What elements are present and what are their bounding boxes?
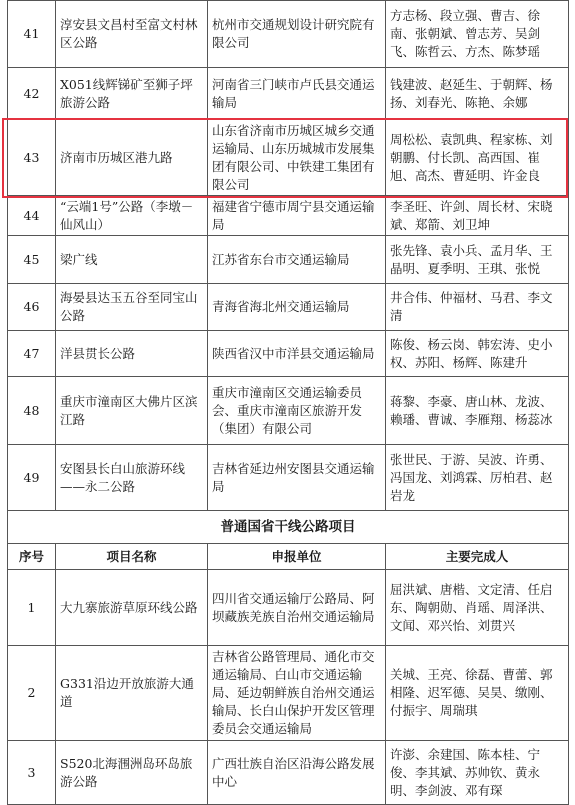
table-row — [8, 570, 569, 646]
row-number: 44 — [8, 196, 56, 236]
declaring-unit: 广西壮族自治区沿海公路发展中心 — [208, 741, 386, 805]
project-name: 安图县长白山旅游环线——永二公路 — [56, 445, 208, 511]
table-row — [8, 236, 569, 284]
main-contributors: 井合伟、仲福材、马君、李文清 — [386, 284, 569, 331]
row-number: 47 — [8, 331, 56, 377]
main-contributors: 张先锋、袁小兵、孟月华、王晶明、夏季明、王琪、张悦 — [386, 236, 569, 284]
awards-table — [7, 0, 569, 805]
row-number: 2 — [8, 646, 56, 741]
declaring-unit: 福建省宁德市周宁县交通运输局 — [208, 196, 386, 236]
main-contributors: 许澎、余建国、陈本桂、宁俊、李其斌、苏帅钦、黄永明、李剑波、邓有琛 — [386, 741, 569, 805]
main-contributors: 关城、王亮、徐磊、曹蕾、郭相隆、迟军德、吴昊、缴刚、付振宇、周瑞琪 — [386, 646, 569, 741]
project-name: 大九寨旅游草原环线公路 — [56, 570, 208, 646]
row-number: 49 — [8, 445, 56, 511]
table-row — [8, 377, 569, 445]
main-contributors: 屈洪斌、唐楷、文定清、任启东、陶朝勋、肖瑶、周泽洪、文闻、邓兴怡、刘贯兴 — [386, 570, 569, 646]
declaring-unit: 杭州市交通规划设计研究院有限公司 — [208, 1, 386, 68]
section-title-row — [8, 511, 569, 544]
declaring-unit: 四川省交通运输厅公路局、阿坝藏族羌族自治州交通运输局 — [208, 570, 386, 646]
declaring-unit: 青海省海北州交通运输局 — [208, 284, 386, 331]
main-contributors: 方志杨、段立强、曹吉、徐南、张朝斌、曾志芳、吴剑飞、陈哲云、方杰、陈梦瑶 — [386, 1, 569, 68]
project-name: 海晏县达玉五谷至同宝山公路 — [56, 284, 208, 331]
project-name: “云端1号”公路（李墩－仙风山） — [56, 196, 208, 236]
project-name: 重庆市潼南区大佛片区滨江路 — [56, 377, 208, 445]
row-number: 48 — [8, 377, 56, 445]
project-name: 梁广线 — [56, 236, 208, 284]
declaring-unit: 重庆市潼南区交通运输委员会、重庆市潼南区旅游开发（集团）有限公司 — [208, 377, 386, 445]
row-number: 45 — [8, 236, 56, 284]
main-contributors: 陈俊、杨云岗、韩宏涛、史小权、苏阳、杨辉、陈建升 — [386, 331, 569, 377]
project-name: S520北海涠洲岛环岛旅游公路 — [56, 741, 208, 805]
declaring-unit: 江苏省东台市交通运输局 — [208, 236, 386, 284]
main-contributors: 张世民、于游、吴波、许勇、冯国龙、刘鸿霖、厉柏君、赵岩龙 — [386, 445, 569, 511]
row-number: 42 — [8, 68, 56, 120]
main-contributors: 钱建波、赵延生、于朝辉、杨扬、刘春光、陈艳、余娜 — [386, 68, 569, 120]
row-number: 43 — [8, 120, 56, 196]
declaring-unit: 河南省三门峡市卢氏县交通运输局 — [208, 68, 386, 120]
row-number: 46 — [8, 284, 56, 331]
table-row — [8, 68, 569, 120]
declaring-unit: 吉林省延边州安图县交通运输局 — [208, 445, 386, 511]
project-name: 济南市历城区港九路 — [56, 120, 208, 196]
project-name: 淳安县文昌村至富文村林区公路 — [56, 1, 208, 68]
table-row — [8, 1, 569, 68]
declaring-unit: 吉林省公路管理局、通化市交通运输局、白山市交通运输局、延边朝鲜族自治州交通运输局、长白山保护开发区管理委员会交通运输局 — [208, 646, 386, 741]
row-number: 3 — [8, 741, 56, 805]
row-number: 1 — [8, 570, 56, 646]
declaring-unit: 山东省济南市历城区城乡交通运输局、山东历城城市发展集团有限公司、中铁建工集团有限公司 — [208, 120, 386, 196]
project-name: X051线辉锑矿至狮子坪旅游公路 — [56, 68, 208, 120]
table-row — [8, 284, 569, 331]
declaring-unit: 陕西省汉中市洋县交通运输局 — [208, 331, 386, 377]
section-title: 普通国省干线公路项目 — [8, 511, 569, 544]
project-name: 洋县贯长公路 — [56, 331, 208, 377]
table-row — [8, 646, 569, 741]
table-row — [8, 196, 569, 236]
table-row-highlighted — [8, 120, 569, 196]
header-declaring-unit: 申报单位 — [208, 544, 386, 570]
table-row — [8, 741, 569, 805]
row-number: 41 — [8, 1, 56, 68]
table-row — [8, 331, 569, 377]
header-main-contributors: 主要完成人 — [386, 544, 569, 570]
header-number: 序号 — [8, 544, 56, 570]
header-project-name: 项目名称 — [56, 544, 208, 570]
project-name: G331沿边开放旅游大通道 — [56, 646, 208, 741]
header-row — [8, 544, 569, 570]
table-row — [8, 445, 569, 511]
main-contributors: 蒋黎、李豪、唐山林、龙波、赖璠、曹诚、李雁翔、杨蕊冰 — [386, 377, 569, 445]
main-contributors: 李圣旺、许剑、周长材、宋晓斌、郑箭、刘卫坤 — [386, 196, 569, 236]
main-contributors: 周松松、袁凯典、程家栋、刘朝鹏、付长凯、高西国、崔旭、高杰、曹延明、许金良 — [386, 120, 569, 196]
